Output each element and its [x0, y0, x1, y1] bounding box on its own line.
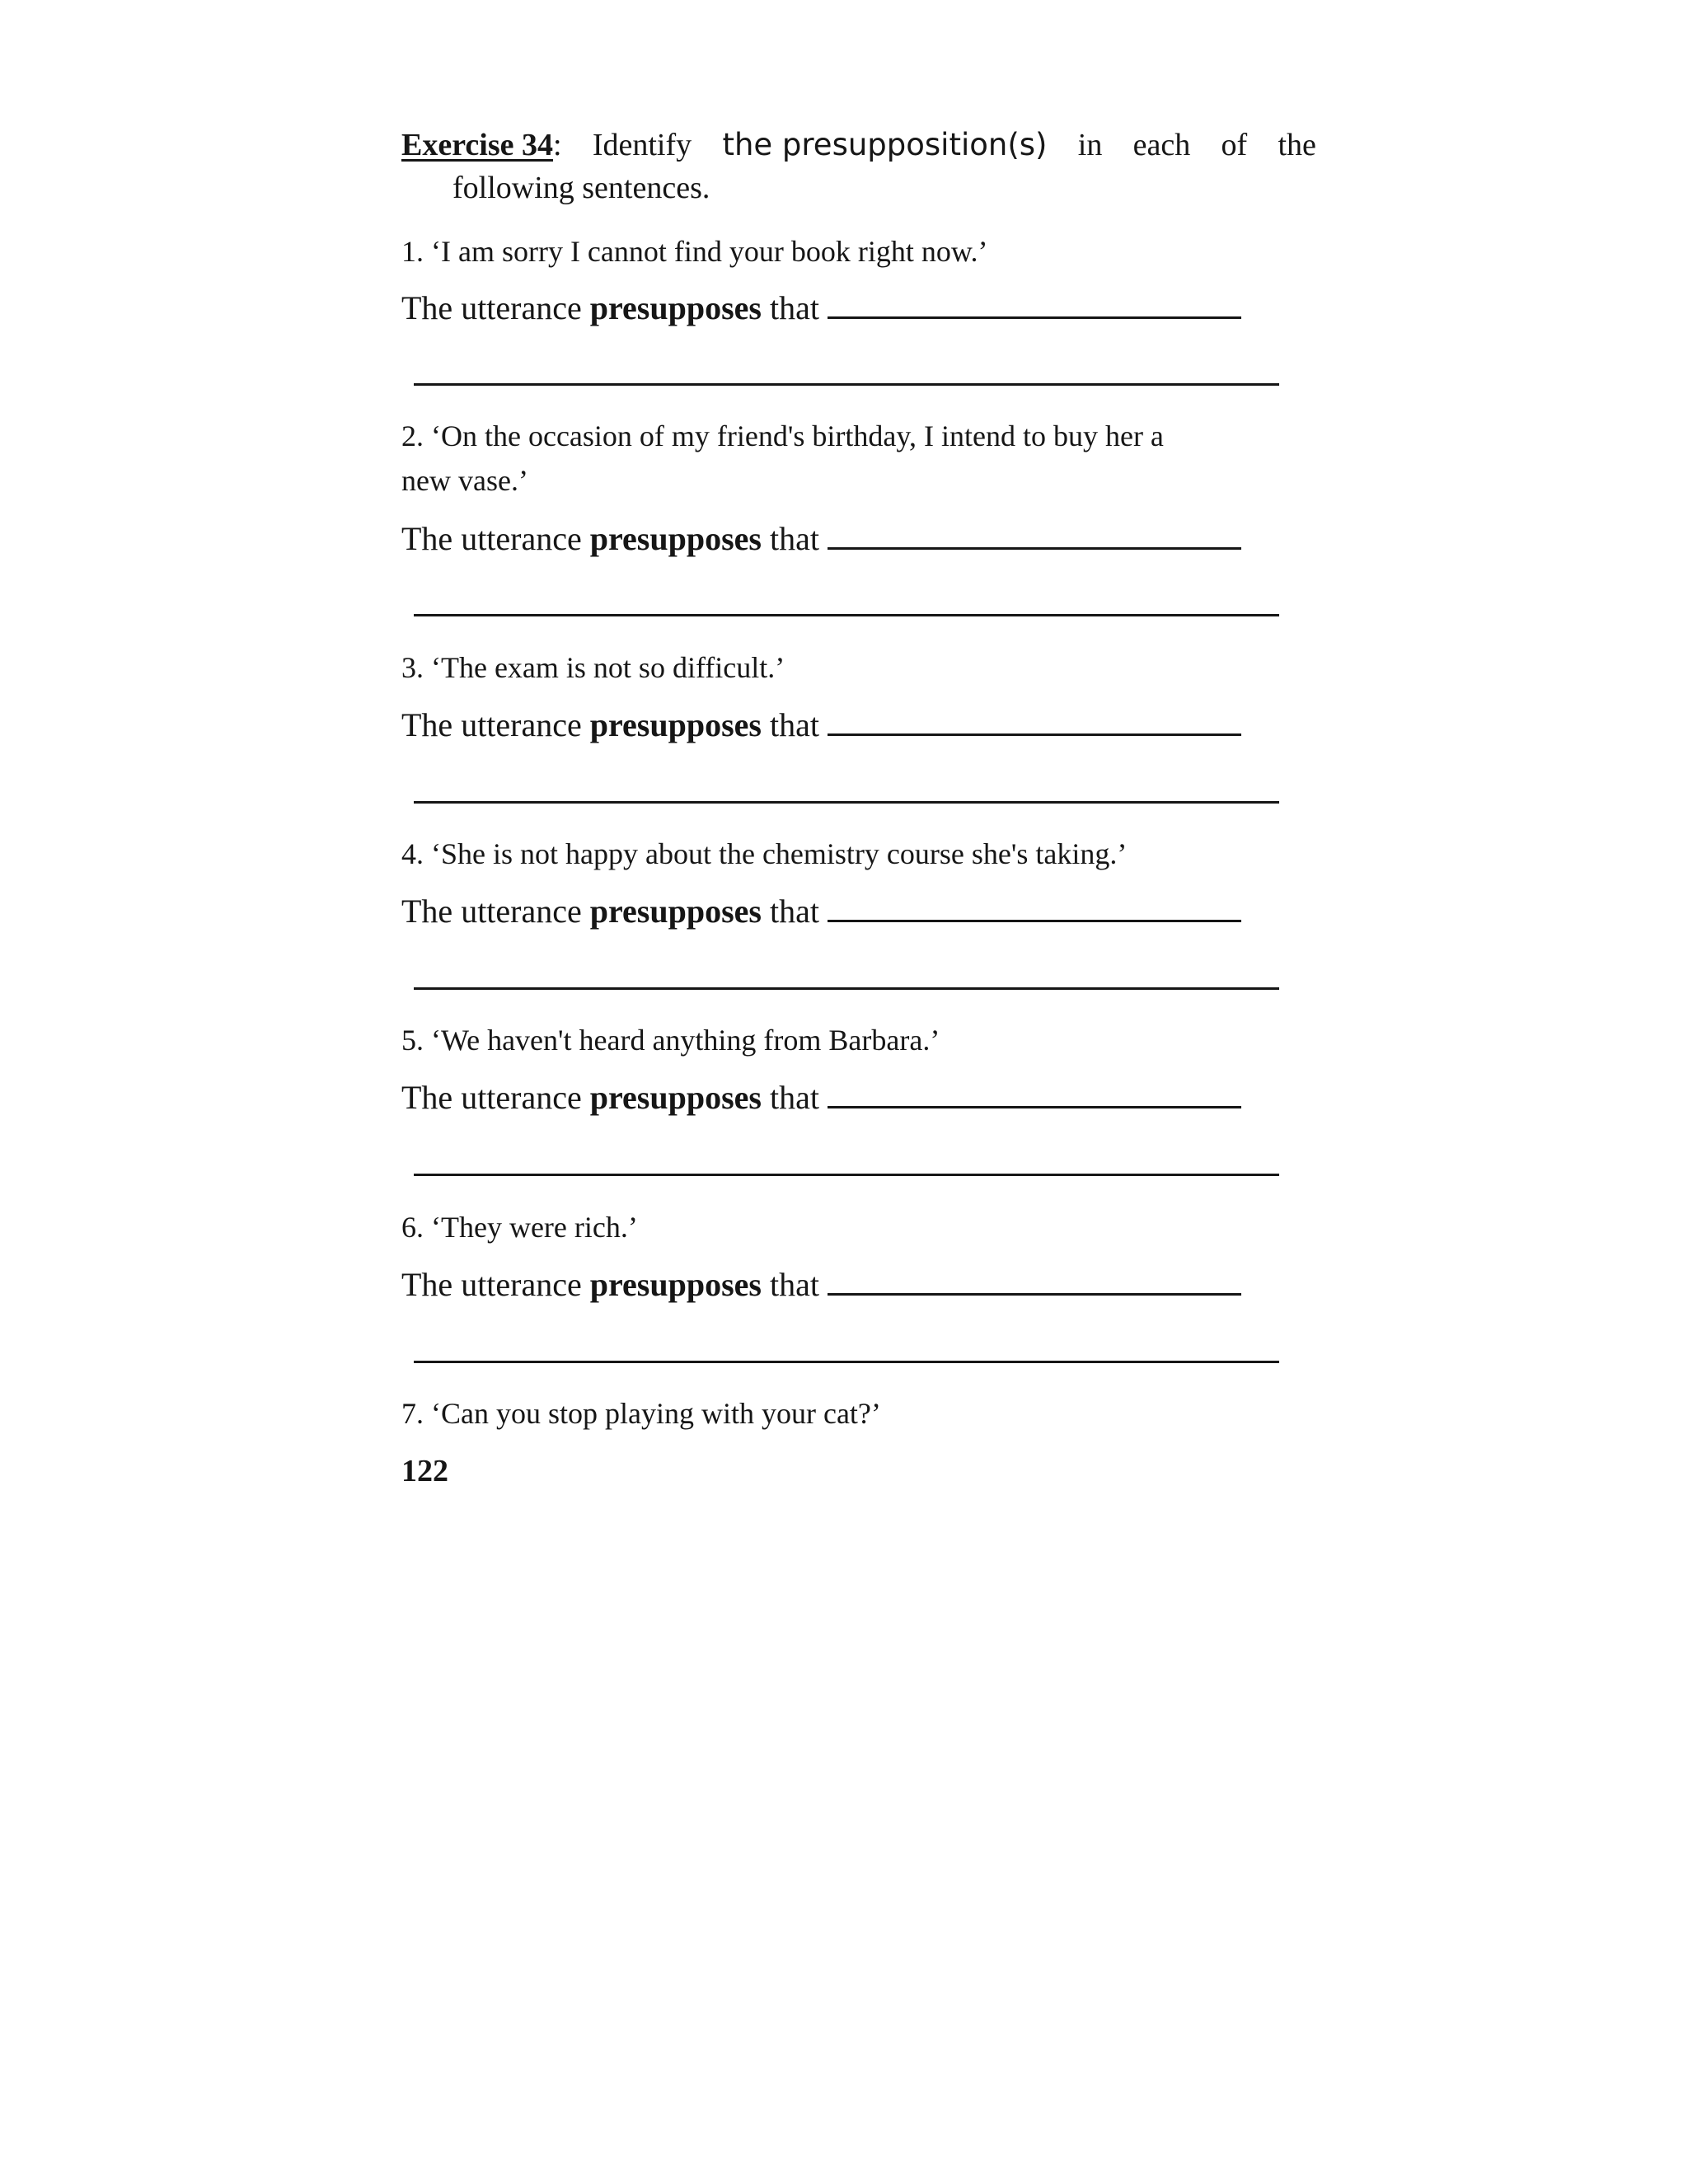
answer-suffix: that [769, 289, 819, 326]
question-7: 7. ‘Can you stop playing with your cat?’ [401, 1397, 881, 1430]
question-1: 1. ‘I am sorry I cannot find your book right now.’ [401, 235, 988, 268]
answer-suffix: that [769, 1266, 819, 1303]
answer-prefix: The utterance [401, 706, 582, 743]
answer-suffix: that [769, 520, 819, 557]
answer-blank-5a[interactable] [828, 1078, 1241, 1108]
exercise-heading [401, 124, 562, 166]
question-2-line-2: new vase.’ [401, 464, 528, 497]
answer-blank-6b[interactable] [414, 1361, 1279, 1363]
instruction-highlight: the presupposition(s) [722, 127, 1048, 162]
exercise-colon: : [552, 128, 562, 162]
answer-line-4 [401, 892, 1241, 931]
answer-keyword: presupposes [589, 1266, 762, 1303]
instruction-line-2: following sentences. [452, 171, 710, 205]
word-of: of [1221, 128, 1248, 162]
answer-prefix: The utterance [401, 289, 582, 326]
answer-blank-3b[interactable] [414, 801, 1279, 804]
answer-keyword: presupposes [589, 1079, 762, 1116]
exercise-instruction [401, 124, 1316, 209]
answer-blank-1a[interactable] [828, 288, 1241, 319]
answer-blank-2a[interactable] [828, 519, 1241, 550]
answer-blank-4a[interactable] [828, 892, 1241, 922]
answer-suffix: that [769, 893, 819, 930]
answer-line-2 [401, 519, 1241, 559]
answer-keyword: presupposes [589, 893, 762, 930]
exercise-label: Exercise 34 [401, 128, 553, 162]
question-6: 6. ‘They were rich.’ [401, 1211, 638, 1244]
question-5: 5. ‘We haven't heard anything from Barbara.’ [401, 1024, 940, 1057]
word-identify: Identify [592, 128, 692, 162]
answer-prefix: The utterance [401, 893, 582, 930]
answer-line-3 [401, 705, 1241, 745]
answer-blank-1b[interactable] [414, 383, 1279, 386]
question-2 [401, 414, 1316, 503]
answer-prefix: The utterance [401, 520, 582, 557]
answer-blank-5b[interactable] [414, 1174, 1279, 1176]
word-the: the [1278, 128, 1316, 162]
answer-blank-6a[interactable] [828, 1265, 1241, 1296]
answer-keyword: presupposes [589, 706, 762, 743]
answer-prefix: The utterance [401, 1266, 582, 1303]
question-3: 3. ‘The exam is not so difficult.’ [401, 651, 785, 684]
question-4: 4. ‘She is not happy about the chemistry course she's taking.’ [401, 837, 1128, 870]
word-in: in [1077, 128, 1103, 162]
answer-prefix: The utterance [401, 1079, 582, 1116]
answer-suffix: that [769, 706, 819, 743]
answer-keyword: presupposes [589, 520, 762, 557]
answer-line-1 [401, 288, 1241, 328]
answer-blank-4b[interactable] [414, 987, 1279, 990]
answer-blank-2b[interactable] [414, 614, 1279, 616]
answer-line-5 [401, 1078, 1241, 1118]
question-2-line-1: 2. ‘On the occasion of my friend's birthday, I intend to buy her a [401, 419, 1164, 452]
answer-line-6 [401, 1265, 1241, 1305]
answer-blank-3a[interactable] [828, 705, 1241, 736]
answer-suffix: that [769, 1079, 819, 1116]
page-number: 122 [401, 1454, 448, 1488]
answer-keyword: presupposes [589, 289, 762, 326]
word-each: each [1132, 128, 1191, 162]
